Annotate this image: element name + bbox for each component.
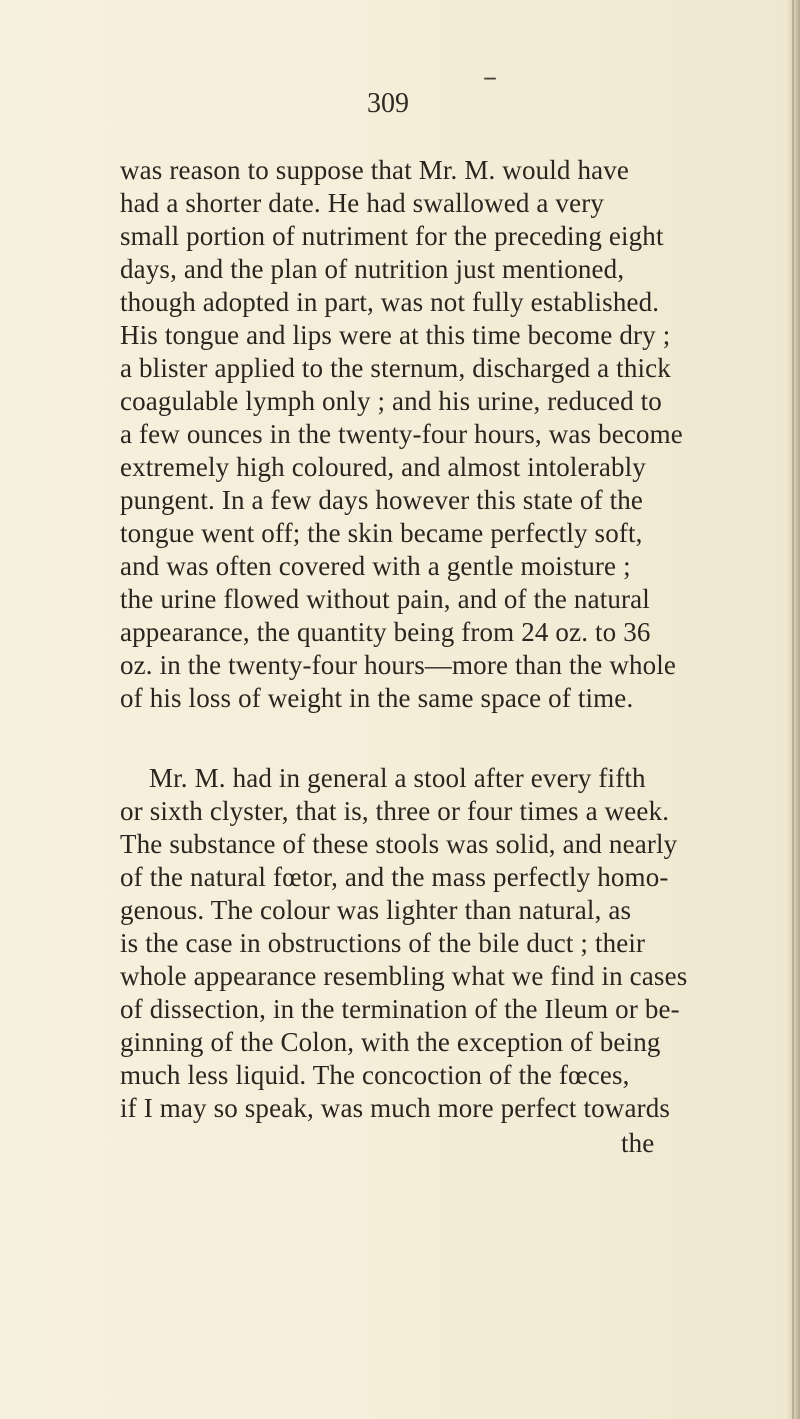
text-line: Mr. M. had in general a stool after every fifth (149, 763, 646, 793)
text-line: whole appearance resembling what we find in cases (120, 961, 688, 991)
text-line: the urine flowed without pain, and of the natural (120, 584, 650, 614)
text-line: of his loss of weight in the same space of time. (120, 683, 634, 713)
text-line: a few ounces in the twenty-four hours, was become (120, 419, 683, 449)
text-line: was reason to suppose that Mr. M. would have (120, 155, 630, 185)
text-line: or sixth clyster, that is, three or four times a week. (120, 796, 670, 826)
text-line: much less liquid. The concoction of the fœces, (120, 1060, 630, 1090)
page-number: 309 (367, 88, 409, 119)
page-edge-line (792, 0, 794, 1419)
text-line: genous. The colour was lighter than natural, as (120, 895, 632, 925)
text-line: tongue went off; the skin became perfectly soft, (120, 518, 643, 548)
text-line: oz. in the twenty-four hours—more than the whole (120, 650, 677, 680)
catchword: the (621, 1128, 655, 1158)
text-line: appearance, the quantity being from 24 oz. to 36 (120, 617, 651, 647)
text-line: small portion of nutriment for the preceding eight (120, 221, 664, 251)
text-line: coagulable lymph only ; and his urine, reduced to (120, 386, 662, 416)
text-line: a blister applied to the sternum, discharged a thick (120, 353, 671, 383)
text-line: pungent. In a few days however this state of the (120, 485, 644, 515)
text-line: The substance of these stools was solid, and nearly (120, 829, 678, 859)
text-line: if I may so speak, was much more perfect towards (120, 1093, 671, 1123)
text-line: of the natural fœtor, and the mass perfectly homo- (120, 862, 669, 892)
header-dash: – (483, 60, 497, 93)
text-line: had a shorter date. He had swallowed a very (120, 188, 605, 218)
text-line: is the case in obstructions of the bile duct ; their (120, 928, 646, 958)
text-line: His tongue and lips were at this time become dry ; (120, 320, 671, 350)
text-line: extremely high coloured, and almost intolerably (120, 452, 646, 482)
text-line: though adopted in part, was not fully established. (120, 287, 660, 317)
text-line: and was often covered with a gentle moisture ; (120, 551, 631, 581)
text-line: days, and the plan of nutrition just mentioned, (120, 254, 625, 284)
text-line: of dissection, in the termination of the Ileum or be- (120, 994, 680, 1024)
text-line: ginning of the Colon, with the exception of being (120, 1027, 661, 1057)
